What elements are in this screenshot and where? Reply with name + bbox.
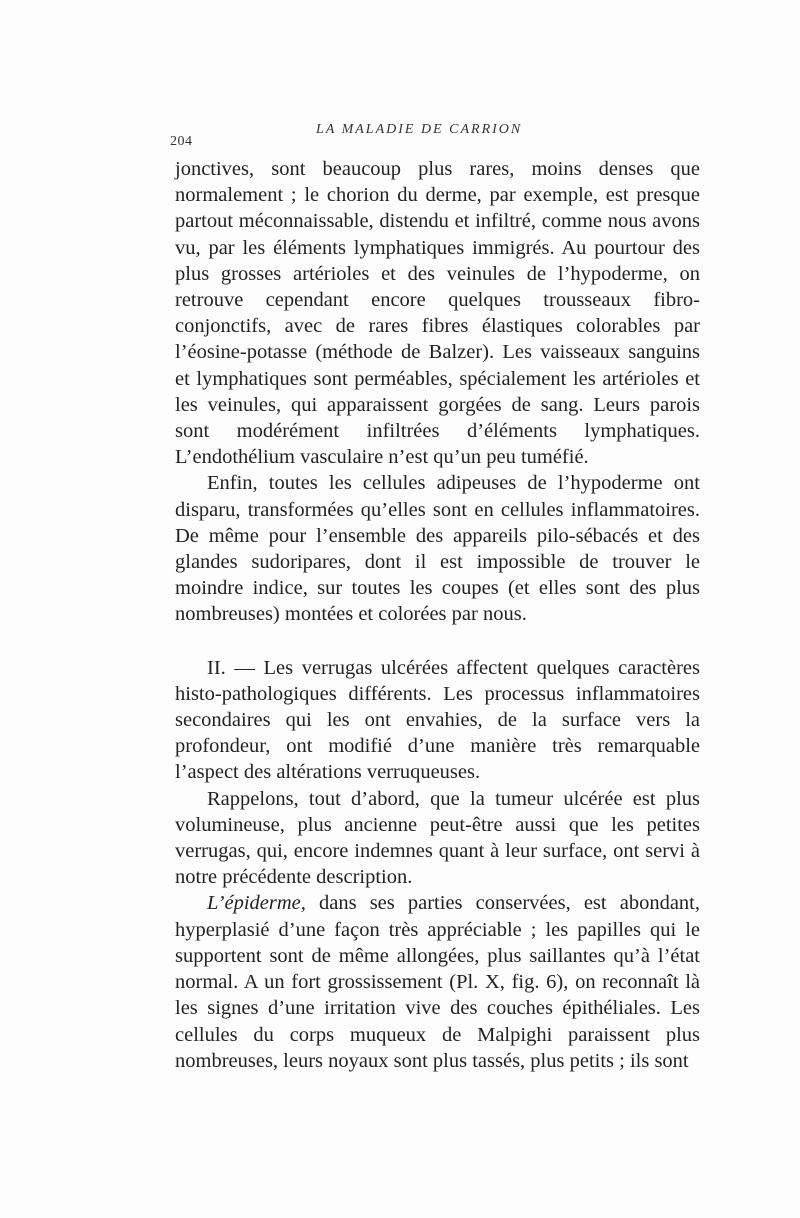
page-header — [170, 122, 710, 148]
paragraph-continuation: jonctives, sont beaucoup plus rares, moins denses que normalement ; le chorion du derme, par exemple, est presque partout méconnaissable, distendu et infiltré, comme nous avons vu, par les éléments lymphatiques immigrés. Au pourtour des plus grosses artérioles et des veinules de l’hypoderme, on retrouve cependant encore quelques trousseaux fibro-conjonctifs, avec de rares fibres élastiques colorables par l’éosine-potasse (méthode de Balzer). Les vaisseaux sanguins et lymphatiques sont perméables, spécialement les artérioles et les veinules, qui apparaissent gorgées de sang. Leurs parois sont modérément infiltrées d’éléments lymphatiques. L’endothélium vasculaire n’est qu’un peu tuméfié. — [175, 158, 700, 469]
italic-term-epiderme: L’épiderme, — [207, 892, 306, 915]
page-number: 204 — [170, 134, 193, 149]
paragraph-section-ii: II. — Les verrugas ulcérées affectent quelques caractères histo-pathologiques différents. Les processus inflammatoires secondaires qui les ont envahies, de la surface vers la profondeur, ont modifié d’une manière très remarquable l’aspect des altérations verruqueuses. — [175, 656, 700, 784]
running-title: LA MALADIE DE CARRION — [316, 122, 523, 137]
paragraph-rappelons: Rappelons, tout d’abord, que la tumeur ulcérée est plus volumineuse, plus ancienne peut-être aussi que les petites verrugas, qui, encore indemnes quant à leur surface, ont servi à notre précédente description. — [175, 787, 700, 889]
body-text — [175, 156, 700, 1074]
paragraph-epiderme-text: dans ses parties conservées, est abondant, hyperplasié d’une façon très appréciable ; les papilles qui le supportent sont de même allongées, plus saillantes qu’à l’état normal. A un fort grossissement (Pl. X, fig. 6), on reconnaît là les signes d’une irritation vive des couches épithéliales. Les cellules du corps muqueux de Malpighi paraissent plus nombreuses, leurs noyaux sont plus tassés, plus petits ; ils sont — [175, 892, 700, 1072]
paragraph-epiderme — [175, 890, 700, 1073]
paragraph-enfin: Enfin, toutes les cellules adipeuses de l’hypoderme ont disparu, transformées qu’elles sont en cellules inflammatoires. De même pour l’ensemble des appareils pilo-sébacés et des glandes sudoripares, dont il est impossible de trouver le moindre indice, sur toutes les coupes (et elles sont des plus nombreuses) montées et colorées par nous. — [175, 472, 700, 626]
